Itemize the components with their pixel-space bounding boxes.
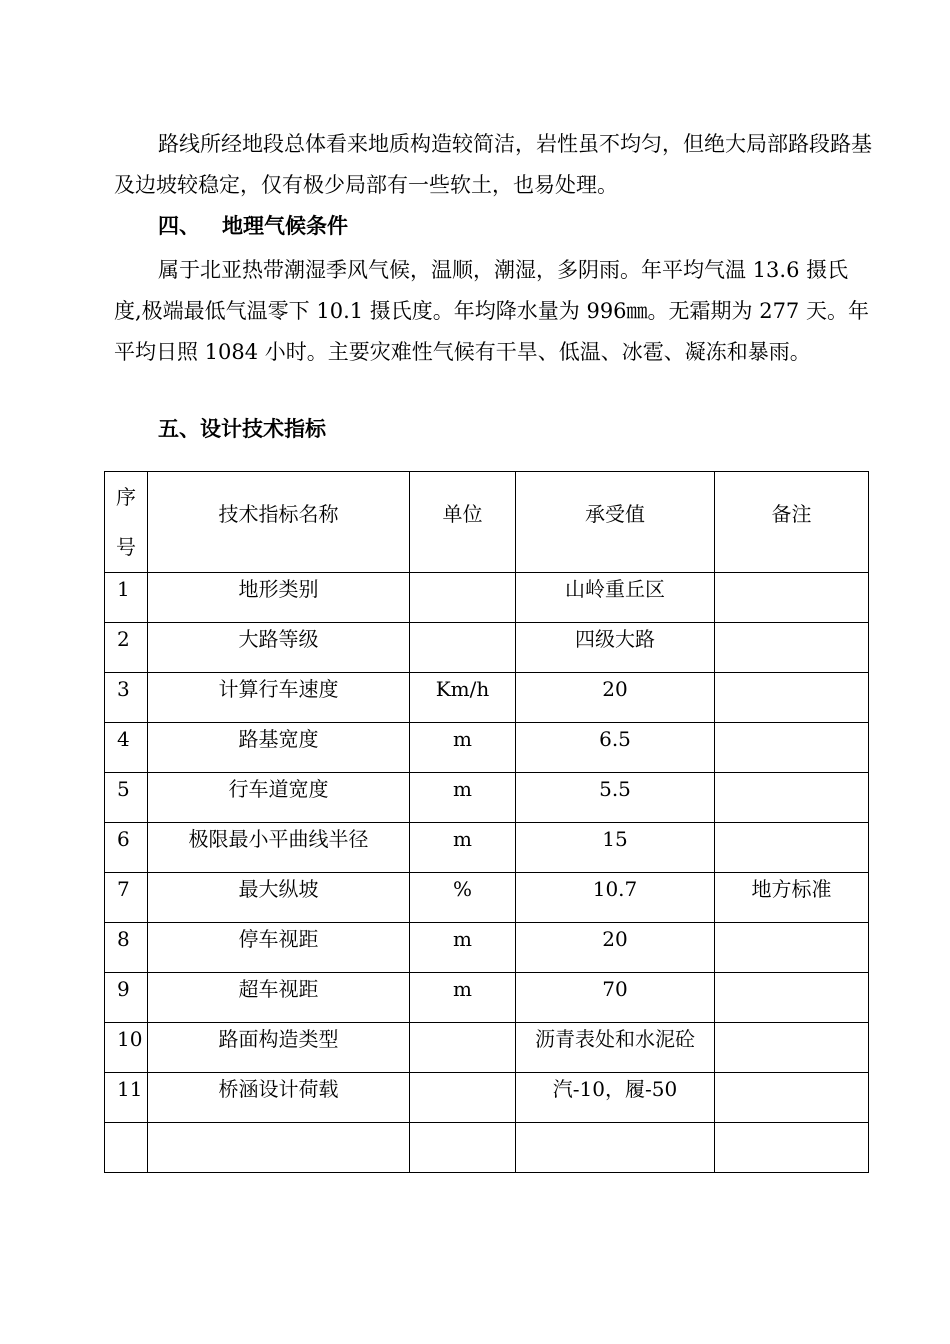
- geology-text: 路线所经地段总体看来地质构造较简洁，岩性虽不均匀，但绝大局部路段路基及边坡较稳定，仅有极少局部有一些软土，也易处理。: [114, 132, 872, 197]
- table-row: [105, 1023, 869, 1073]
- cell-remark: [715, 973, 869, 1023]
- cell-value: 5.5: [516, 773, 715, 823]
- cell-unit: [410, 573, 516, 623]
- cell-no: [105, 1123, 148, 1173]
- header-name: 技术指标名称: [148, 472, 410, 573]
- cell-name: [148, 1123, 410, 1173]
- table-row: [105, 873, 869, 923]
- section-4-title: 地理气候条件: [222, 213, 348, 238]
- cell-remark: [715, 923, 869, 973]
- cell-value: 20: [516, 673, 715, 723]
- header-unit: 单位: [410, 472, 516, 573]
- cell-value: [516, 1123, 715, 1173]
- cell-value: 四级大路: [516, 623, 715, 673]
- table-row: [105, 573, 869, 623]
- cell-no: 6: [105, 823, 148, 873]
- table-row: [105, 1073, 869, 1123]
- cell-unit: m: [410, 723, 516, 773]
- cell-no: 5: [105, 773, 148, 823]
- cell-no: 7: [105, 873, 148, 923]
- cell-no: 1: [105, 573, 148, 623]
- cell-value: 沥青表处和水泥砼: [516, 1023, 715, 1073]
- table-row: [105, 923, 869, 973]
- cell-value: 汽-10，履-50: [516, 1073, 715, 1123]
- cell-unit: [410, 1023, 516, 1073]
- cell-unit: [410, 623, 516, 673]
- cell-remark: [715, 673, 869, 723]
- cell-unit: [410, 1073, 516, 1123]
- geology-paragraph: [114, 124, 874, 206]
- cell-remark: [715, 723, 869, 773]
- cell-no: 9: [105, 973, 148, 1023]
- table-row: [105, 723, 869, 773]
- cell-value: 山岭重丘区: [516, 573, 715, 623]
- cell-name: 超车视距: [148, 973, 410, 1023]
- cell-unit: Km/h: [410, 673, 516, 723]
- cell-name: 大路等级: [148, 623, 410, 673]
- section-4-number: 四、: [158, 213, 200, 238]
- cell-remark: [715, 773, 869, 823]
- cell-remark: [715, 1023, 869, 1073]
- cell-unit: m: [410, 823, 516, 873]
- cell-unit: m: [410, 773, 516, 823]
- cell-no: 2: [105, 623, 148, 673]
- cell-no: 4: [105, 723, 148, 773]
- cell-no: 11: [105, 1073, 148, 1123]
- cell-no: 3: [105, 673, 148, 723]
- table-row: [105, 973, 869, 1023]
- cell-no: 10: [105, 1023, 148, 1073]
- cell-name: 计算行车速度: [148, 673, 410, 723]
- table-body: [105, 573, 869, 1173]
- section-4-heading: [158, 205, 918, 246]
- header-seq-line1: 序: [116, 485, 136, 509]
- cell-unit: %: [410, 873, 516, 923]
- cell-value: 20: [516, 923, 715, 973]
- technical-specs-table: [104, 471, 869, 1173]
- cell-remark: [715, 1073, 869, 1123]
- cell-unit: [410, 1123, 516, 1173]
- cell-unit: m: [410, 973, 516, 1023]
- cell-value: 15: [516, 823, 715, 873]
- cell-remark: [715, 573, 869, 623]
- cell-name: 路面构造类型: [148, 1023, 410, 1073]
- cell-remark: [715, 1123, 869, 1173]
- cell-name: 地形类别: [148, 573, 410, 623]
- cell-unit: m: [410, 923, 516, 973]
- table-row: [105, 773, 869, 823]
- cell-value: 10.7: [516, 873, 715, 923]
- cell-no: 8: [105, 923, 148, 973]
- climate-text: 属于北亚热带潮湿季风气候，温顺，潮湿，多阴雨。年平均气温 13.6 摄氏度,极端最低气温零下 10.1 摄氏度。年均降水量为 996㎜。无霜期为 277 天。年平均日照 1084 小时。主要灾难性气候有干旱、低温、冰雹、凝冻和暴雨。: [114, 258, 869, 364]
- cell-name: 停车视距: [148, 923, 410, 973]
- climate-paragraph: [114, 250, 874, 373]
- table-row: [105, 623, 869, 673]
- cell-name: 极限最小平曲线半径: [148, 823, 410, 873]
- header-value: 承受值: [516, 472, 715, 573]
- cell-name: 桥涵设计荷载: [148, 1073, 410, 1123]
- header-seq: [105, 472, 148, 573]
- cell-name: 路基宽度: [148, 723, 410, 773]
- table-row: [105, 1123, 869, 1173]
- section-5-heading: 五、设计技术指标: [158, 416, 326, 441]
- header-remark: 备注: [715, 472, 869, 573]
- cell-name: 行车道宽度: [148, 773, 410, 823]
- table-header-row: [105, 472, 869, 573]
- cell-value: 70: [516, 973, 715, 1023]
- header-seq-line2: 号: [116, 535, 136, 559]
- table-row: [105, 823, 869, 873]
- table-row: [105, 673, 869, 723]
- cell-remark: [715, 623, 869, 673]
- cell-value: 6.5: [516, 723, 715, 773]
- cell-remark: 地方标准: [715, 873, 869, 923]
- cell-remark: [715, 823, 869, 873]
- cell-name: 最大纵坡: [148, 873, 410, 923]
